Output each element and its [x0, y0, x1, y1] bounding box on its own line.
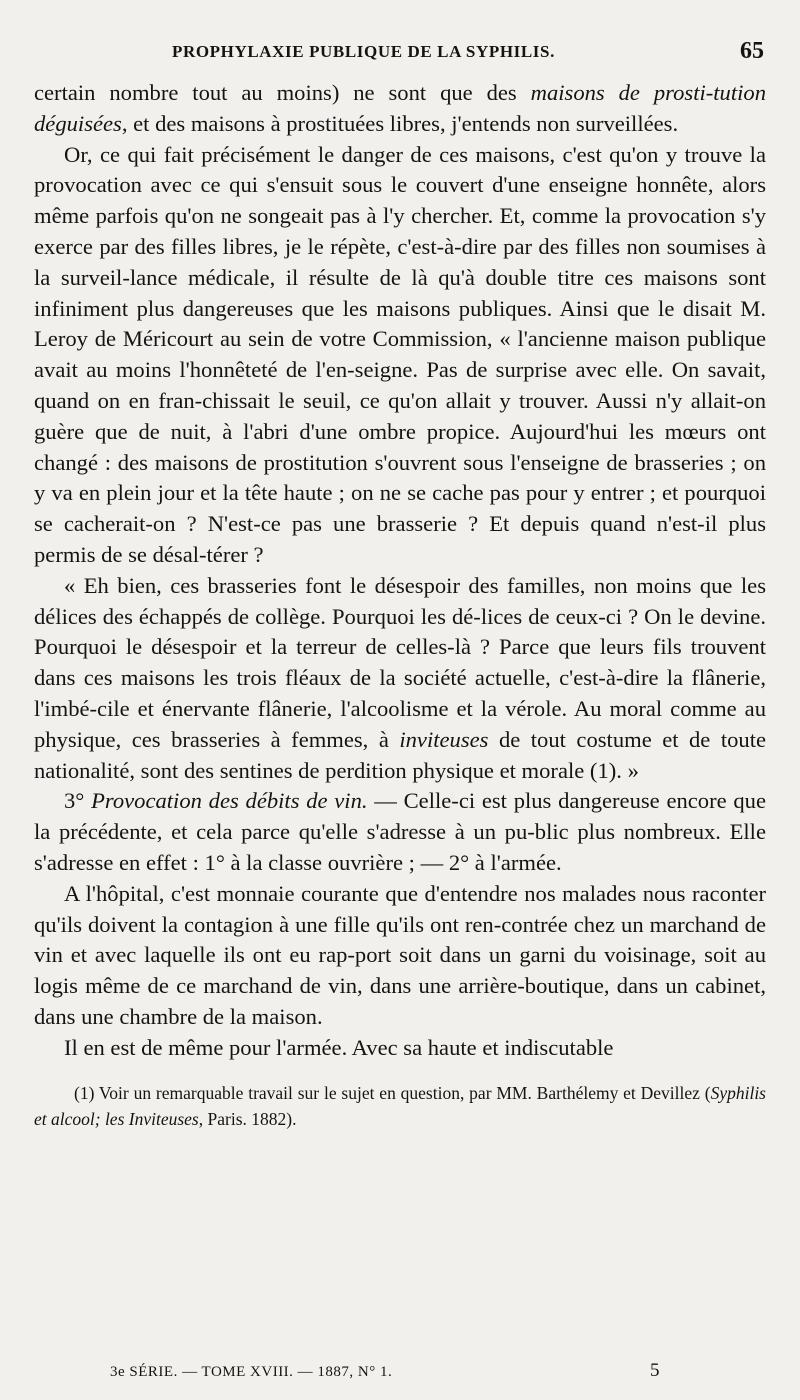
text-run: A l'hôpital, c'est monnaie courante que d'entendre nos malades nous raconter qu'ils doivent la contagion à une fille qu'ils ont ren-contrée chez un marchand de vin et avec laquelle ils ont eu rap-port soit dans un garni du voisinage, soit au logis même de ce marchand de vin, dans une arrière-boutique, dans un cabinet, dans une chambre de la maison.: [34, 880, 766, 1029]
italic-run: maisons de prosti-tution déguisées: [34, 80, 766, 136]
footnotes: [34, 1080, 766, 1132]
text-run: « Eh bien, ces brasseries font le désespoir des familles, non moins que les délices des échappés de collège. Pourquoi les dé-lices de ceux-ci ? On le devine. Pourquoi le désespoir et la terreur de celles-là ? Parce que leurs fils trouvent dans ces maisons les trois fléaux de la société actuelle, c'est-à-dire la flânerie, l'imbé-cile et énervante flânerie, l'alcoolisme et la vérole. Au moral comme au physique, ces brasseries à femmes, à: [34, 572, 766, 752]
series-line: 3e SÉRIE. — TOME XVIII. — 1887, N° 1.: [110, 1364, 393, 1380]
italic-run: inviteuses: [399, 726, 489, 752]
paragraph-6: [34, 1033, 766, 1064]
text-run: de tout costume et de toute nationalité, sont des sentines de perdition physique et morale (1). »: [34, 726, 767, 783]
signature-mark: 5: [650, 1360, 660, 1381]
text-run: Or, ce qui fait précisément le danger de ces maisons, c'est qu'on y trouve la provocation avec ce qui s'ensuit sous le couvert d'une enseigne honnête, alors même parfois qu'on ne songeait pas à l'y chercher. Et, comme la provocation s'y exerce par des filles libres, je le répète, c'est-à-dire par des filles non soumises à la surveil-lance médicale, il résulte de là qu'à double titre ces maisons sont infiniment plus dangereuses que les maisons publiques. Ainsi que le disait M. Leroy de Méricourt au sein de votre Commission, « l'ancienne maison publique avait au moins l'honnêteté de l'en-seigne. Pas de surprise avec elle. On savait, quand on en fran-chissait le seuil, ce qu'on allait y trouver. Aussi n'y allait-on guère que de nuit, à l'abri d'une ombre propice. Aujourd'hui les mœurs ont changé : des maisons de prostitution s'ouvrent sous l'enseigne de brasseries ; on y va en plein jour et la tête haute ; on ne se cache pas pour y entrer ; et pourquoi se cacherait-on ? N'est-ce pas une brasserie ? Et depuis quand n'est-il plus permis de se désal-térer ?: [34, 141, 766, 567]
page-number: 65: [740, 38, 764, 64]
text-run: , et des maisons à prostituées libres, j'entends non surveillées.: [121, 110, 679, 136]
paragraph-5: [34, 879, 766, 1033]
text-run: (1) Voir un remarquable travail sur le sujet en question, par MM. Barthélemy et Devillez (: [74, 1082, 711, 1103]
italic-run: Syphilis et alcool; les Inviteuses: [34, 1082, 766, 1129]
footnote-1: [34, 1080, 766, 1132]
text-run: certain nombre tout au moins) ne sont que des: [34, 80, 531, 105]
text-run: , Paris. 1882).: [198, 1108, 297, 1129]
italic-run: Provocation des débits de vin.: [91, 788, 368, 814]
page-header: [34, 38, 766, 68]
paragraph-2: [34, 140, 766, 571]
text-run: Il en est de même pour l'armée. Avec sa haute et indiscutable: [64, 1034, 614, 1060]
paragraph-4: [34, 786, 766, 878]
paragraph-3: [34, 571, 766, 787]
text-run: 3°: [64, 788, 92, 814]
running-title: PROPHYLAXIE PUBLIQUE DE LA SYPHILIS.: [172, 42, 555, 61]
text-run: — Celle-ci est plus dangereuse encore que la précédente, et cela parce qu'elle s'adresse à un pu-blic plus nombreux. Elle s'adresse en effet : 1° à la classe ouvrière ; — 2° à l'armée.: [34, 788, 767, 875]
body-text: [34, 78, 766, 1064]
paragraph-1: [34, 78, 766, 140]
